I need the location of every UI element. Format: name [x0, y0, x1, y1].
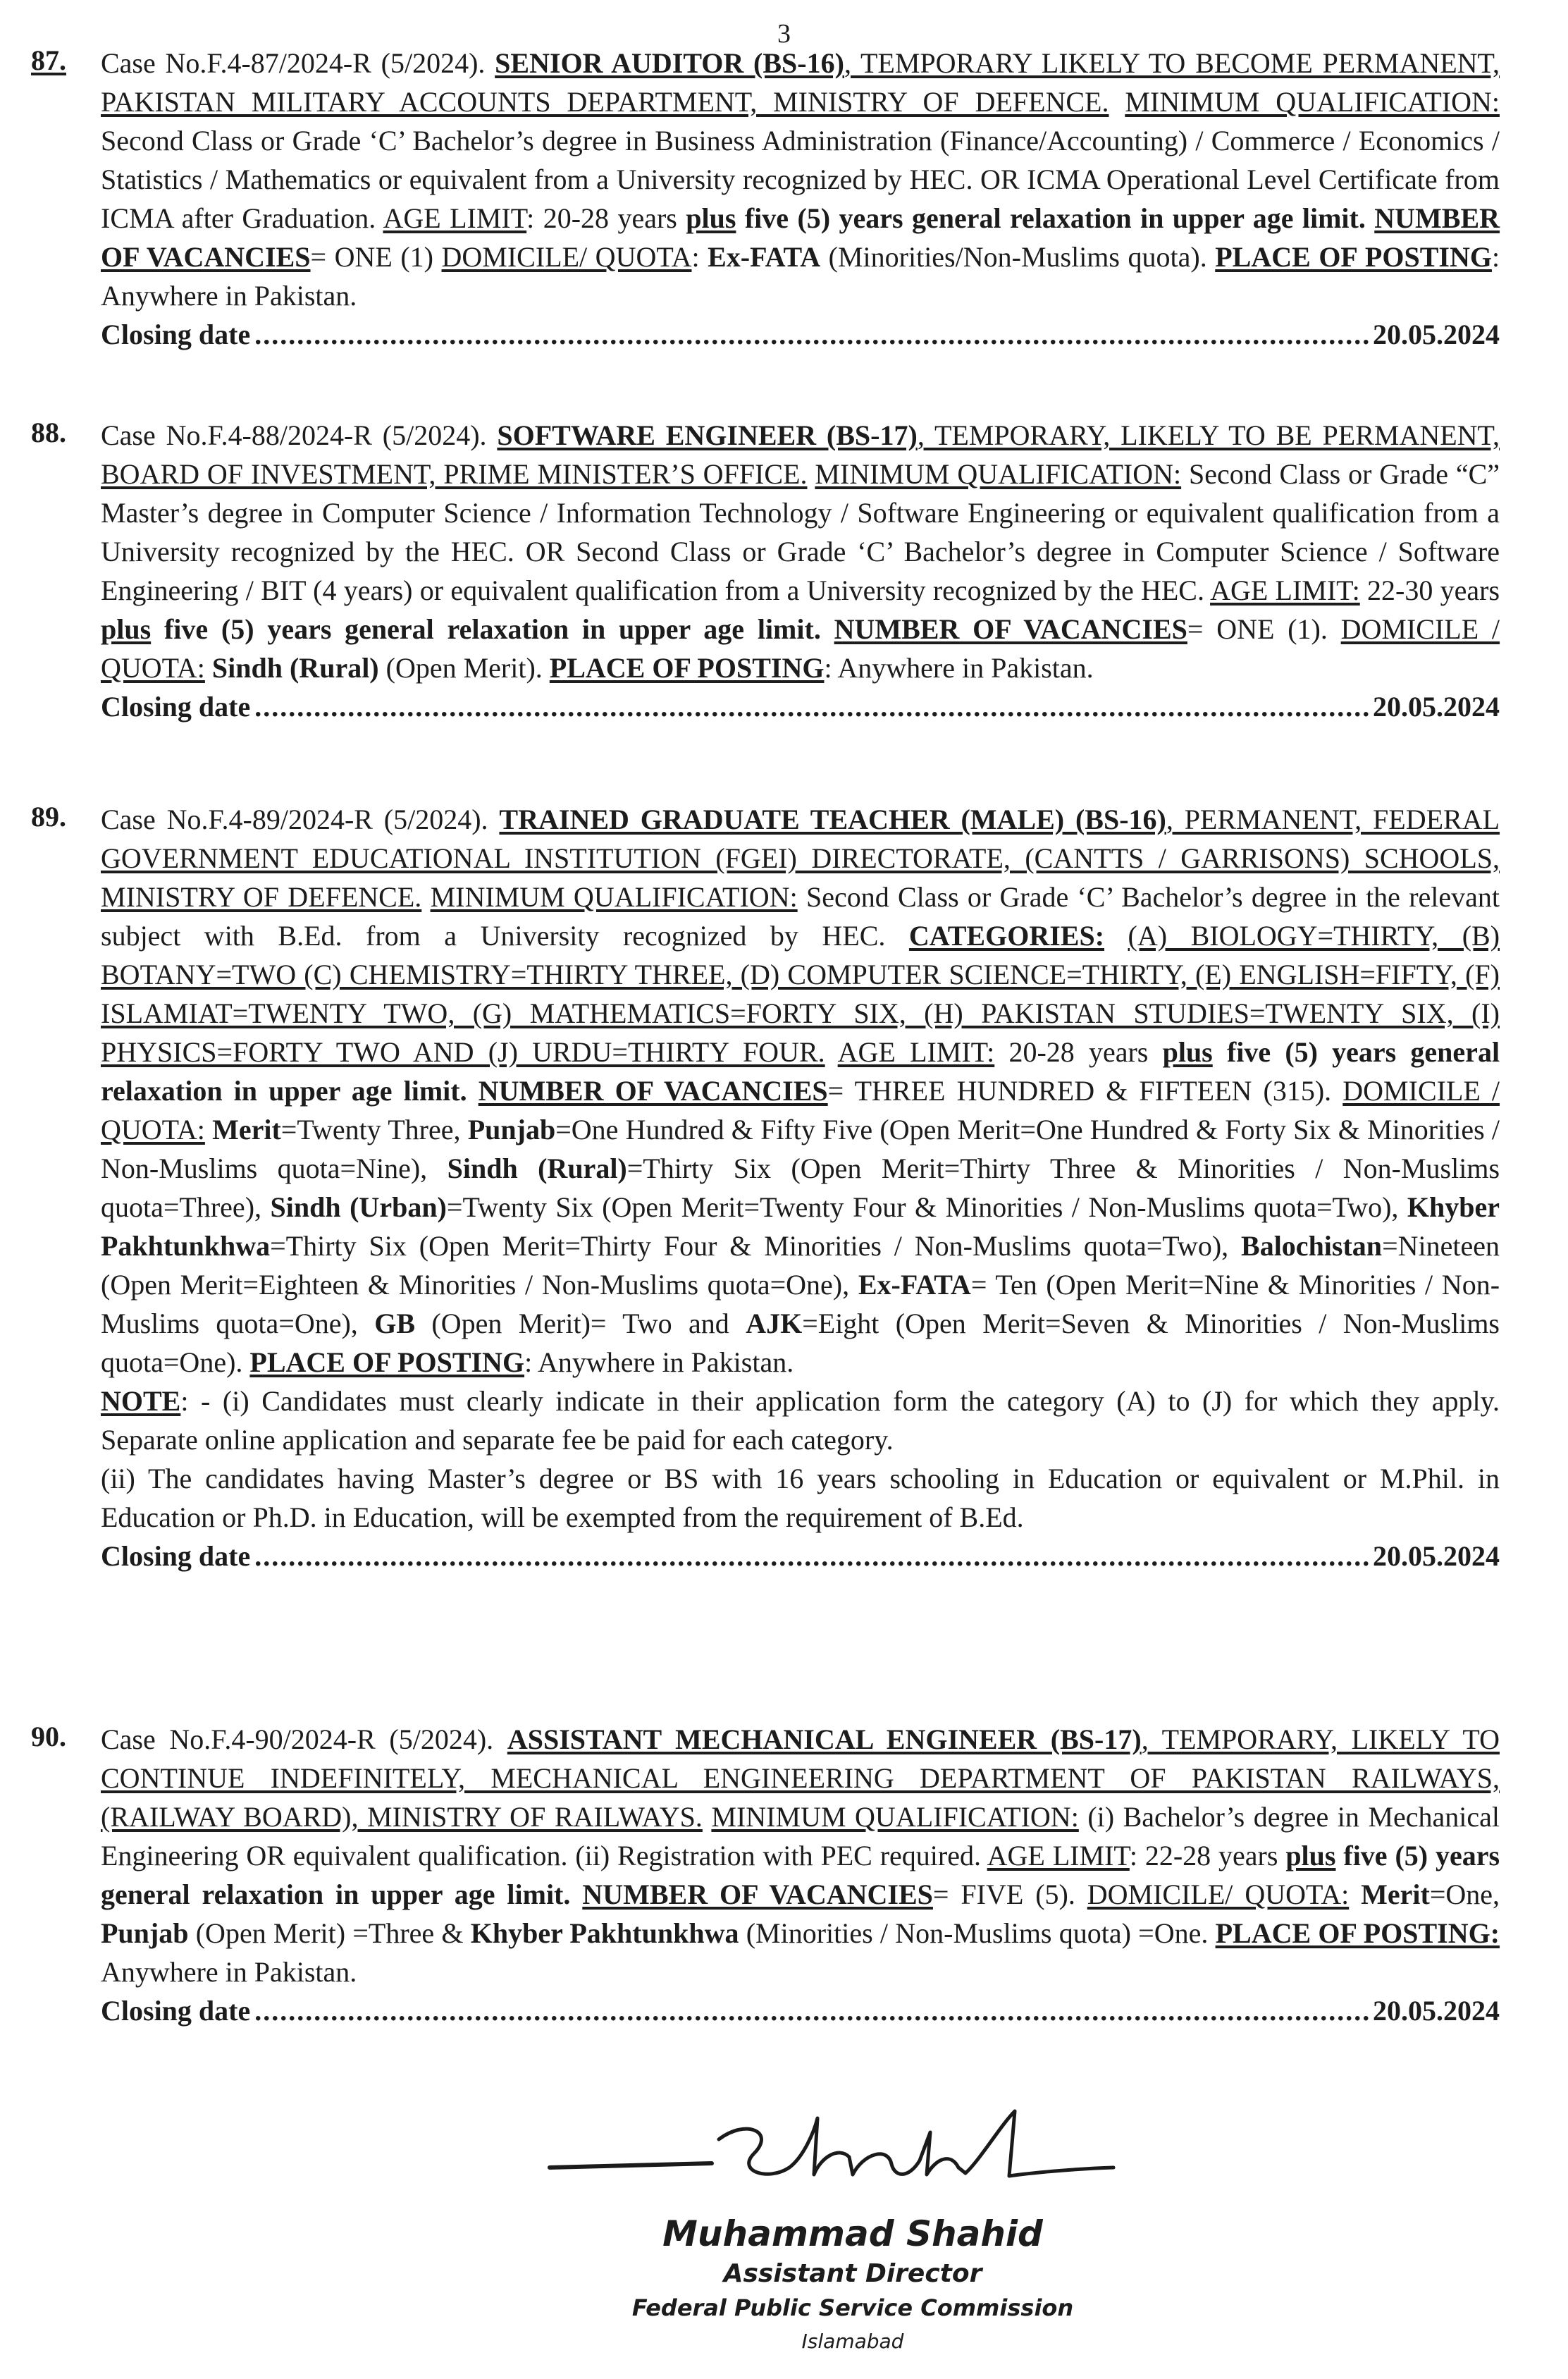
entry-body	[101, 1720, 1500, 2030]
qualification-text: Second Class or Grade ‘C’ Bachelor’s degree in the relevant subject with B.Ed. from a University recognized by HEC.	[101, 881, 1500, 952]
vacancies-value: = THREE HUNDRED & FIFTEEN (315).	[827, 1075, 1332, 1107]
posting-text: : Anywhere in Pakistan.	[101, 241, 1500, 312]
quota-sindh-rural-label: Sindh (Rural)	[447, 1152, 627, 1184]
age-limit-label: AGE LIMIT	[987, 1840, 1130, 1871]
domicile-label: DOMICILE / QUOTA:	[101, 1075, 1500, 1145]
quota-punjab-value: (Open Merit) =Three &	[195, 1917, 464, 1949]
quota-merit-value: =Twenty Three,	[280, 1114, 461, 1145]
case-number: Case No.F.4-87/2024-R (5/2024).	[101, 47, 486, 79]
post-description: , TEMPORARY, LIKELY TO BE PERMANENT, BOARD OF INVESTMENT, PRIME MINISTER’S OFFICE.	[101, 419, 1500, 490]
closing-date-label: Closing date	[101, 1995, 251, 2027]
age-relaxation: five (5) years general relaxation in upper age limit.	[101, 1036, 1500, 1107]
note-paragraph-1	[101, 1382, 1500, 1459]
quota-punjab-label: Punjab	[101, 1917, 189, 1949]
closing-date-label: Closing date	[101, 1540, 251, 1572]
age-limit-label: AGE LIMIT:	[1210, 574, 1360, 606]
age-range: 22-28 years	[1144, 1840, 1278, 1871]
quota-balochistan-label: Balochistan	[1241, 1230, 1383, 1262]
closing-date-row	[101, 687, 1500, 726]
closing-date-row	[101, 1991, 1500, 2030]
quota-sindh-urban-label: Sindh (Urban)	[270, 1191, 447, 1223]
qualification-label: MINIMUM QUALIFICATION:	[1125, 86, 1500, 118]
posting-label: PLACE OF POSTING	[549, 652, 825, 684]
post-title: SOFTWARE ENGINEER (BS-17)	[497, 419, 918, 451]
posting-text: Anywhere in Pakistan.	[101, 1956, 357, 1988]
qualification-text: Second Class or Grade ‘C’ Bachelor’s degree in Business Administration (Finance/Accounting) / Commerce / Economics / Statistics / Mathematics or equivalent from a University recognized by HEC. OR ICMA Operational Level Certificate from ICMA after Graduation.	[101, 125, 1500, 234]
closing-date-label: Closing date	[101, 319, 251, 350]
domicile-quota: (Open Merit).	[385, 652, 543, 684]
post-description: , TEMPORARY, LIKELY TO CONTINUE INDEFINITELY, MECHANICAL ENGINEERING DEPARTMENT OF PAKISTAN RAILWAYS, (RAILWAY BOARD), MINISTRY OF RAILWAYS.	[101, 1723, 1500, 1833]
domicile-region: Ex-FATA	[708, 241, 821, 273]
quota-sindh-urban-value: =Twenty Six (Open Merit=Twenty Four & Minorities / Non-Muslims quota=Two),	[446, 1191, 1399, 1223]
entry-body	[101, 44, 1500, 354]
plus-word: plus	[101, 613, 152, 645]
closing-date: 20.05.2024	[1373, 319, 1500, 350]
entry-number: 89.	[31, 801, 66, 832]
quota-kp-label: Khyber Pakhtunkhwa	[101, 1191, 1500, 1262]
plus-word: plus	[1285, 1840, 1336, 1871]
age-relaxation: five (5) years general relaxation in upper age limit.	[744, 202, 1366, 234]
posting-text: : Anywhere in Pakistan.	[524, 1346, 794, 1378]
case-number: Case No.F.4-90/2024-R (5/2024).	[101, 1723, 494, 1755]
quota-merit-label: Merit	[212, 1114, 281, 1145]
leader-dots	[254, 1537, 1369, 1575]
domicile-colon: :	[691, 241, 700, 273]
post-title: ASSISTANT MECHANICAL ENGINEER (BS-17)	[507, 1723, 1142, 1755]
closing-date: 20.05.2024	[1373, 1540, 1500, 1572]
domicile-region: Sindh (Rural)	[211, 652, 379, 684]
signatory-city: Islamabad	[801, 2330, 904, 2353]
entry-body	[101, 416, 1500, 726]
closing-date-row	[101, 1537, 1500, 1575]
entry-number: 90.	[31, 1721, 66, 1752]
quota-punjab-label: Punjab	[467, 1114, 556, 1145]
qualification-label: MINIMUM QUALIFICATION:	[815, 458, 1182, 490]
closing-date-label: Closing date	[101, 691, 251, 723]
entry-number: 87.	[31, 44, 66, 76]
posting-text: : Anywhere in Pakistan.	[824, 652, 1094, 684]
case-number: Case No.F.4-89/2024-R (5/2024).	[101, 804, 488, 835]
quota-fata-label: Ex-FATA	[858, 1269, 971, 1301]
age-limit-label: AGE LIMIT:	[837, 1036, 995, 1068]
plus-word: plus	[1162, 1036, 1213, 1068]
entry-body	[101, 800, 1500, 1575]
quota-fata-value: = Ten (Open Merit=Nine & Minorities / Non-Muslims quota=One),	[101, 1269, 1500, 1339]
quota-ajk-value: =Eight (Open Merit=Seven & Minorities / Non-Muslims quota=One).	[101, 1308, 1500, 1378]
domicile-label: DOMICILE / QUOTA:	[101, 613, 1500, 684]
entry-number: 88.	[31, 417, 66, 448]
posting-label: PLACE OF POSTING	[249, 1346, 525, 1378]
quota-kp-label: Khyber Pakhtunkhwa	[470, 1917, 739, 1949]
domicile-quota: (Minorities/Non-Muslims quota).	[828, 241, 1207, 273]
quota-merit-label: Merit	[1361, 1879, 1430, 1910]
posting-label: PLACE OF POSTING:	[1215, 1917, 1500, 1949]
categories-label: CATEGORIES:	[908, 920, 1105, 952]
leader-dots	[254, 315, 1369, 354]
note-label: NOTE	[101, 1385, 181, 1417]
age-limit-colon: :	[1129, 1840, 1137, 1871]
age-limit-colon: :	[526, 202, 535, 234]
post-title: TRAINED GRADUATE TEACHER (MALE) (BS-16)	[499, 804, 1166, 835]
plus-word: plus	[686, 202, 736, 234]
signature-block	[536, 2090, 1170, 2372]
quota-kp-value: =Thirty Six (Open Merit=Thirty Four & Minorities / Non-Muslims quota=Two),	[270, 1230, 1229, 1262]
closing-date: 20.05.2024	[1373, 1995, 1500, 2027]
qualification-text: (i) Bachelor’s degree in Mechanical Engineering OR equivalent qualification. (ii) Registration with PEC required.	[101, 1801, 1500, 1871]
domicile-label: DOMICILE/ QUOTA:	[1087, 1879, 1350, 1910]
age-range: 22-30 years	[1367, 574, 1500, 606]
vacancies-label: NUMBER OF VACANCIES	[834, 613, 1187, 645]
qualification-text: Second Class or Grade “C” Master’s degree in Computer Science / Information Technology / Software Engineering or equivalent qualification from a University recognized by the HEC. OR Second Class or Grade ‘C’ Bachelor’s degree in Computer Science / Software Engineering / BIT (4 years) or equivalent qualification from a University recognized by the HEC.	[101, 458, 1500, 606]
quota-sindh-rural-value: =Thirty Six (Open Merit=Thirty Three & Minorities / Non-Muslims quota=Three),	[101, 1152, 1500, 1223]
qualification-label: MINIMUM QUALIFICATION:	[711, 1801, 1079, 1833]
vacancies-label: NUMBER OF VACANCIES	[478, 1075, 828, 1107]
note-text-1: : - (i) Candidates must clearly indicate in their application form the category (A) to (J) for which they apply. Separate online application and separate fee be paid for each category.	[101, 1385, 1500, 1456]
signatory-organization: Federal Public Service Commission	[631, 2294, 1074, 2321]
age-limit-label: AGE LIMIT	[383, 202, 527, 234]
leader-dots	[254, 687, 1369, 726]
age-range: 20-28 years	[1008, 1036, 1149, 1068]
post-title: SENIOR AUDITOR (BS-16)	[495, 47, 844, 79]
page-number: 3	[777, 19, 791, 49]
signatory-name: Muhammad Shahid	[662, 2213, 1043, 2254]
vacancies-value: = ONE (1).	[1187, 613, 1328, 645]
quota-ajk-label: AJK	[746, 1308, 803, 1339]
closing-date-row	[101, 315, 1500, 354]
vacancies-value: = ONE (1)	[310, 241, 433, 273]
qualification-label: MINIMUM QUALIFICATION:	[430, 881, 798, 913]
note-text-2: (ii) The candidates having Master’s degree or BS with 16 years schooling in Education or equivalent or M.Phil. in Education or Ph.D. in Education, will be exempted from the requirement of B.Ed.	[101, 1463, 1500, 1533]
age-range: 20-28 years	[543, 202, 677, 234]
post-description: , TEMPORARY LIKELY TO BECOME PERMANENT, PAKISTAN MILITARY ACCOUNTS DEPARTMENT, MINISTRY OF DEFENCE.	[101, 47, 1500, 118]
quota-gb-value: (Open Merit)= Two and	[431, 1308, 729, 1339]
quota-merit-value: =One,	[1429, 1879, 1500, 1910]
quota-gb-label: GB	[374, 1308, 415, 1339]
categories-text: (A) BIOLOGY=THIRTY, (B) BOTANY=TWO (C) CHEMISTRY=THIRTY THREE, (D) COMPUTER SCIENCE=THIRTY, (E) ENGLISH=FIFTY, (F) ISLAMIAT=TWENTY TWO, (G) MATHEMATICS=FORTY SIX, (H) PAKISTAN STUDIES=TWENTY SIX, (I) PHYSICS=FORTY TWO AND (J) URDU=THIRTY FOUR.	[101, 920, 1500, 1068]
signatory-title: Assistant Director	[723, 2259, 982, 2288]
vacancies-label: NUMBER OF VACANCIES	[101, 202, 1500, 273]
leader-dots	[254, 1991, 1369, 2030]
quota-kp-value: (Minorities / Non-Muslims quota) =One.	[746, 1917, 1209, 1949]
domicile-label: DOMICILE/ QUOTA	[441, 241, 692, 273]
closing-date: 20.05.2024	[1373, 691, 1500, 723]
case-number: Case No.F.4-88/2024-R (5/2024).	[101, 419, 487, 451]
vacancies-label: NUMBER OF VACANCIES	[582, 1879, 933, 1910]
quota-balochistan-value: =Nineteen (Open Merit=Eighteen & Minorities / Non-Muslims quota=One),	[101, 1230, 1500, 1301]
age-relaxation: five (5) years general relaxation in upper age limit.	[163, 613, 821, 645]
age-relaxation: five (5) years general relaxation in upper age limit.	[101, 1840, 1500, 1910]
post-description: , PERMANENT, FEDERAL GOVERNMENT EDUCATIONAL INSTITUTION (FGEI) DIRECTORATE, (CANTTS / GARRISONS) SCHOOLS, MINISTRY OF DEFENCE.	[101, 804, 1500, 913]
posting-label: PLACE OF POSTING	[1215, 241, 1492, 273]
quota-punjab-value: =One Hundred & Fifty Five (Open Merit=One Hundred & Forty Six & Minorities / Non-Muslims quota=Nine),	[101, 1114, 1500, 1184]
handwritten-signature	[536, 2090, 1170, 2217]
vacancies-value: = FIVE (5).	[932, 1879, 1075, 1910]
